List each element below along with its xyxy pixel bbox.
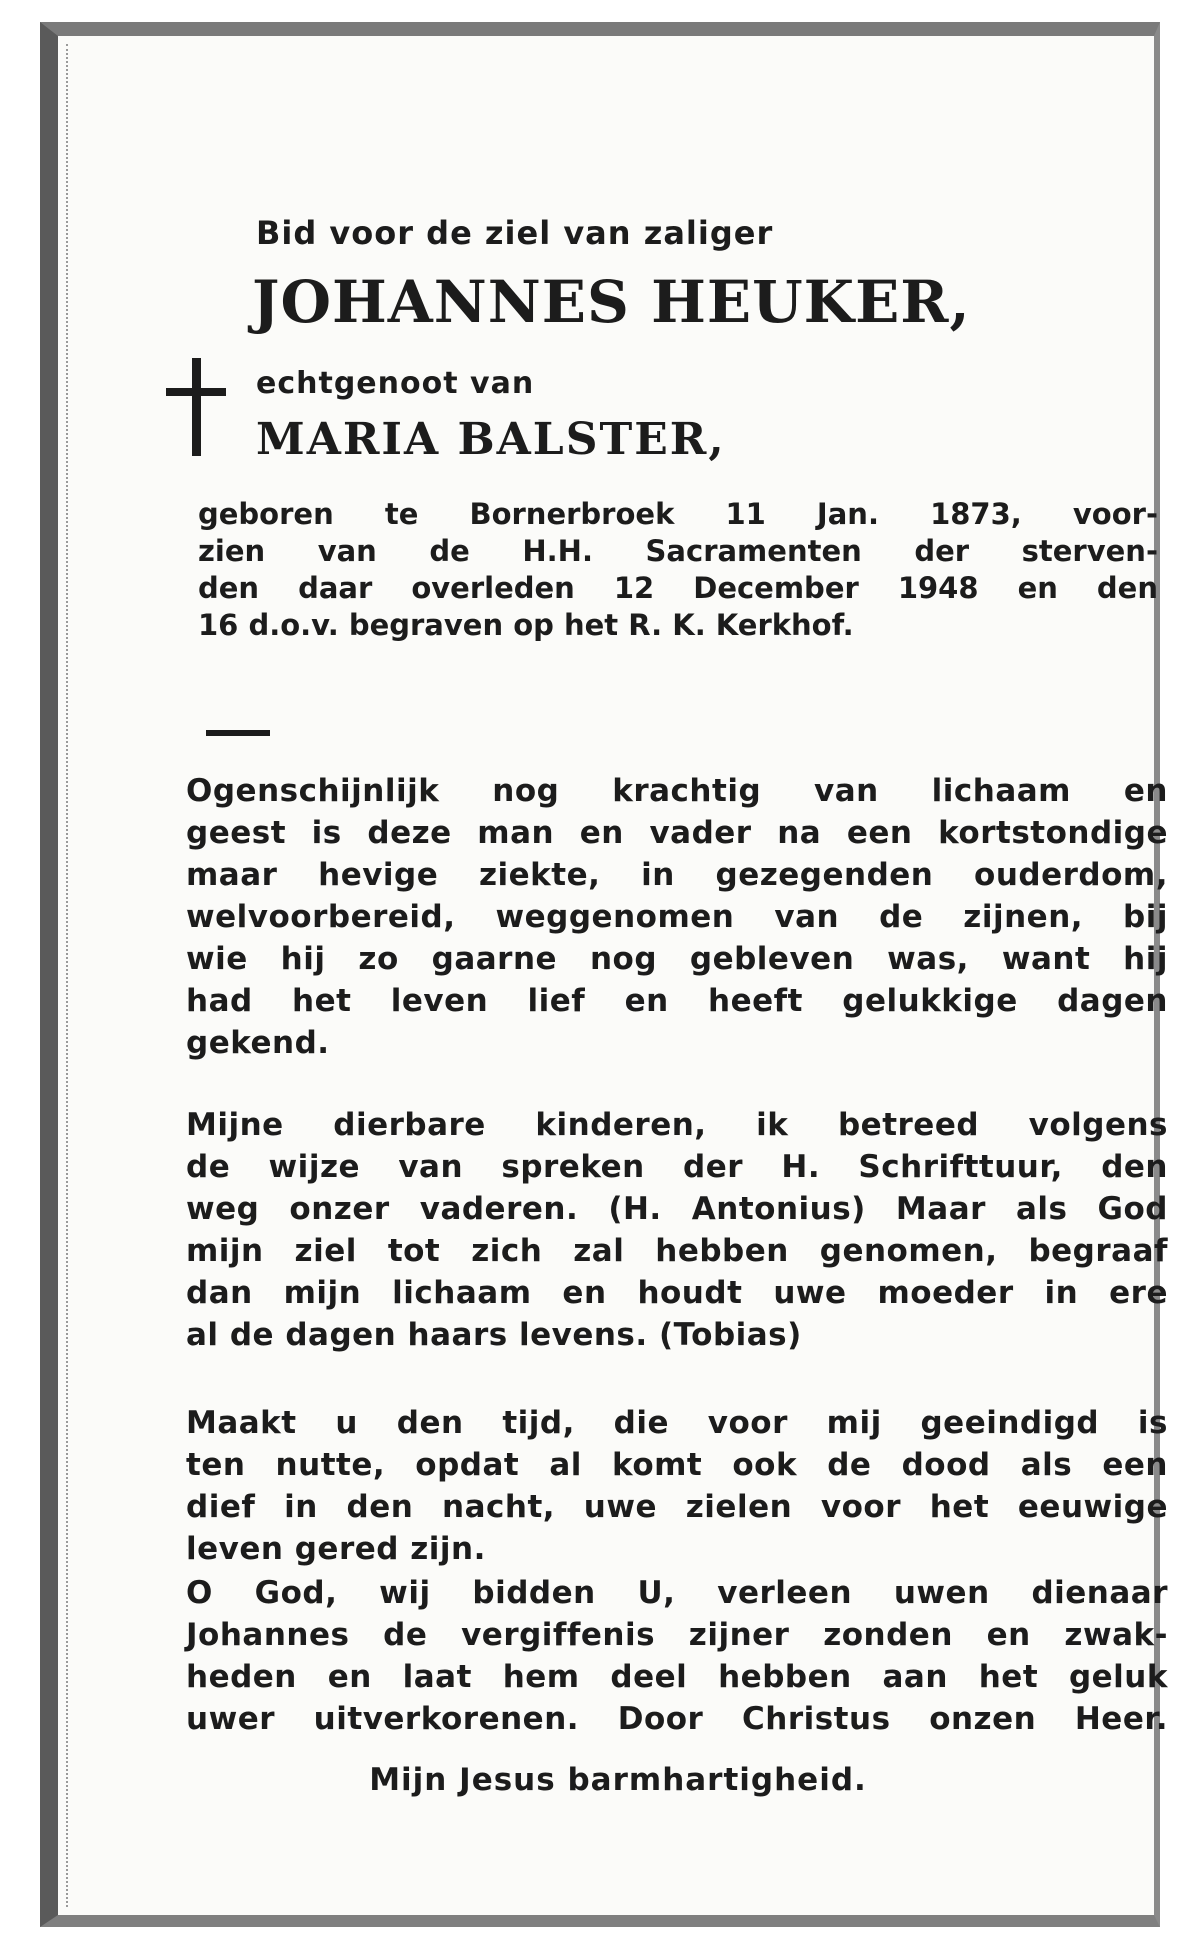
bio-line: den daar overleden 12 December 1948 en den bbox=[198, 571, 1158, 605]
deceased-name: JOHANNES HEUKER, bbox=[252, 268, 971, 336]
cross-icon bbox=[166, 358, 226, 456]
text-line: mijn ziel tot zich zal hebben genomen, begraaf bbox=[186, 1233, 1168, 1269]
closing-prayer: Mijn Jesus barmhartigheid. bbox=[369, 1762, 867, 1798]
text-line: dan mijn lichaam en houdt uwe moeder in ere bbox=[186, 1275, 1168, 1311]
text-line: weg onzer vaderen. (H. Antonius) Maar als God bbox=[186, 1191, 1168, 1227]
text-line: O God, wij bidden U, verleen uwen dienaar bbox=[186, 1575, 1168, 1611]
text-line: ten nutte, opdat al komt ook de dood als een bbox=[186, 1447, 1168, 1483]
text-line: had het leven lief en heeft gelukkige dagen bbox=[186, 983, 1168, 1019]
text-line: dief in den nacht, uwe zielen voor het eeuwige bbox=[186, 1489, 1168, 1525]
intro-text: Bid voor de ziel van zaliger bbox=[256, 214, 774, 252]
text-line: wie hij zo gaarne nog gebleven was, want hij bbox=[186, 941, 1168, 977]
text-line: de wijze van spreken der H. Schrifttuur, den bbox=[186, 1149, 1168, 1185]
text-line: heden en laat hem deel hebben aan het geluk bbox=[186, 1659, 1168, 1695]
bio-line: 16 d.o.v. begraven op het R. K. Kerkhof. bbox=[198, 608, 854, 642]
text-line: al de dagen haars levens. (Tobias) bbox=[186, 1317, 802, 1353]
paragraph-2 bbox=[186, 1104, 1168, 1356]
text-line: maar hevige ziekte, in gezegenden ouderdom, bbox=[186, 857, 1168, 893]
text-line: gekend. bbox=[186, 1025, 330, 1061]
text-line: Maakt u den tijd, die voor mij geeindigd is bbox=[186, 1405, 1168, 1441]
text-line: uwer uitverkorenen. Door Christus onzen Heer. bbox=[186, 1701, 1168, 1737]
text-line: leven gered zijn. bbox=[186, 1531, 486, 1567]
text-line: welvoorbereid, weggenomen van de zijnen, bij bbox=[186, 899, 1168, 935]
bio-line: geboren te Bornerbroek 11 Jan. 1873, voor- bbox=[198, 497, 1158, 531]
paragraph-3 bbox=[186, 1402, 1168, 1570]
paragraph-4 bbox=[186, 1572, 1168, 1740]
paragraph-1 bbox=[186, 770, 1168, 1064]
bio-line: zien van de H.H. Sacramenten der sterven- bbox=[198, 534, 1158, 568]
biography bbox=[198, 496, 1158, 644]
text-line: Mijne dierbare kinderen, ik betreed volgens bbox=[186, 1107, 1168, 1143]
text-line: Johannes de vergiffenis zijner zonden en zwak- bbox=[186, 1617, 1168, 1653]
text-line: geest is deze man en vader na een kortstondige bbox=[186, 815, 1168, 851]
divider bbox=[206, 730, 270, 736]
memorial-card bbox=[40, 22, 1168, 1927]
spouse-label: echtgenoot van bbox=[256, 366, 535, 401]
text-line: Ogenschijnlijk nog krachtig van lichaam en bbox=[186, 773, 1168, 809]
spouse-name: MARIA BALSTER, bbox=[256, 414, 726, 465]
